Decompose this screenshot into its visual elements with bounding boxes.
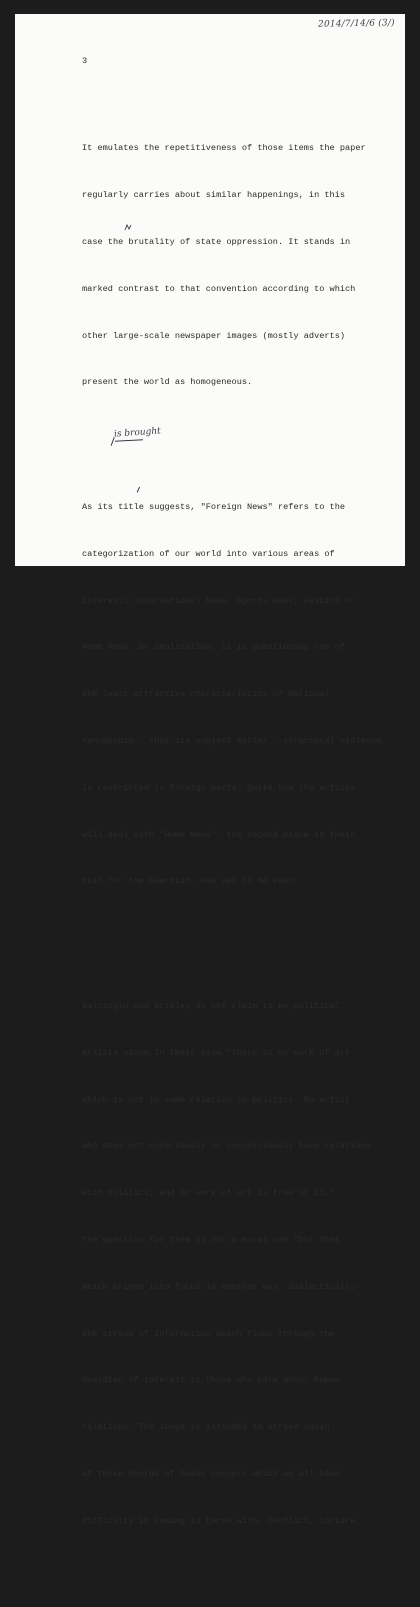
text-line: relations. The image is intended to strike again xyxy=(82,1422,330,1433)
archive-reference: 2014/7/14/6 (3/) xyxy=(317,18,395,30)
paragraph-1 xyxy=(82,110,382,422)
handwritten-insertion: is brought xyxy=(113,426,162,440)
text-line: interest: International News, Sports News, Fashion or xyxy=(82,595,356,606)
text-line: Home News. By implication, it is questioning one of xyxy=(82,642,346,653)
text-line: pair for the Guardian, has yet to be seen. xyxy=(82,876,299,887)
paragraph-3 xyxy=(82,968,382,1561)
handwritten-overwrite-mark xyxy=(124,218,132,225)
text-line: at those chords of human concern which we all have xyxy=(82,1468,340,1479)
text-line: As its title suggests, "Foreign News" refers to the xyxy=(82,502,346,513)
text-line: other large-scale newspaper images (mostly adverts) xyxy=(82,330,346,341)
text-line: artists since in their view "there is no work of art xyxy=(82,1047,351,1058)
text-line: xenophobia - that its subject matter - structural violence xyxy=(82,735,382,746)
text-line: the stream of information which flows through the xyxy=(82,1328,335,1339)
text-line: It emulates the repetitiveness of those items the paper xyxy=(82,143,366,154)
text-line: case the brutality of state oppression. It stands in xyxy=(82,236,351,247)
text-line: the least attractive characteristics of National xyxy=(82,689,330,700)
text-line: difficulty in coming to terms with- conflict, torture, xyxy=(82,1515,361,1526)
text-line: present the world as homogeneous. xyxy=(82,377,253,388)
body-text xyxy=(82,79,382,1607)
text-line: Guardian of interest to those who care about human xyxy=(82,1375,340,1386)
text-line: regularly carries about similar happenings, in this xyxy=(82,190,346,201)
paragraph-2 xyxy=(82,469,382,921)
text-line: categorization of our world into various areas of xyxy=(82,548,335,559)
text-line: marked contrast to that convention according to which xyxy=(82,283,356,294)
text-line: is restricted to foreign parts. Quite how the artists xyxy=(82,782,356,793)
text-line: will deal with "Home News", the second piece in their xyxy=(82,829,356,840)
text-line: The question for them is not a moral one "but that xyxy=(82,1234,340,1245)
text-line: which is not in some relation to politics. No artist xyxy=(82,1094,351,1105)
text-line: which brings into focus in another way, dialectically- xyxy=(82,1281,361,1292)
text-line: who does not consciously or unconsciously have relations xyxy=(82,1141,371,1152)
page-number: 3 xyxy=(82,56,88,66)
text-line: Balcioglu and Brisley do not claim to be political xyxy=(82,1001,340,1012)
document-page xyxy=(15,14,405,1526)
text-line: with politics, and no work of art is free of it." xyxy=(82,1188,335,1199)
